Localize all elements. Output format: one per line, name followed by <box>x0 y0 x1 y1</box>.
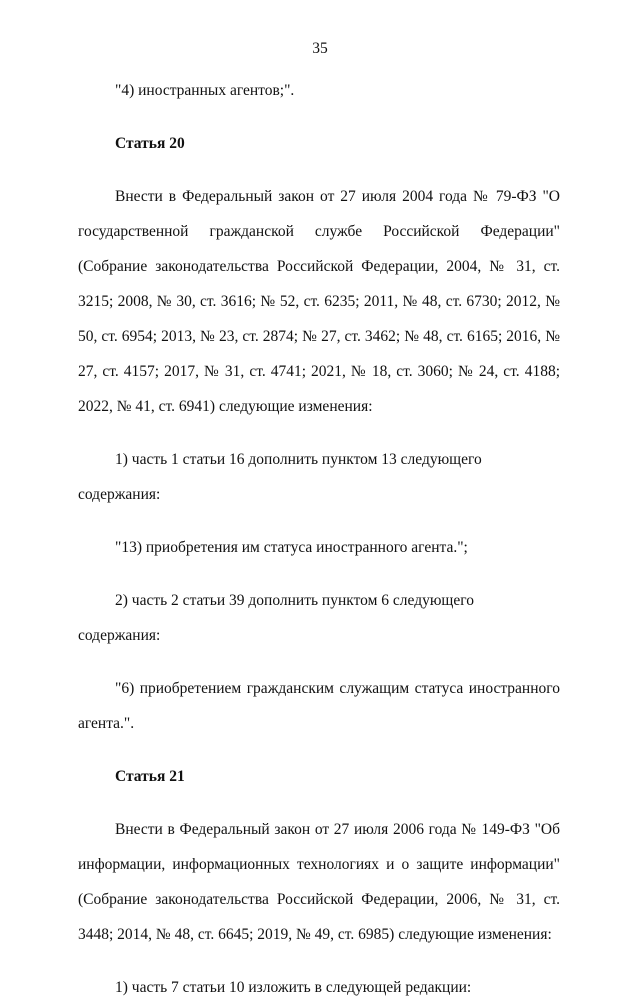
article-20-item-1: 1) часть 1 статьи 16 дополнить пунктом 13 следующего содержания: <box>78 451 482 503</box>
article-20-quote-13: "13) приобретения им статуса иностранного агента."; <box>115 539 468 556</box>
article-21-intro: Внести в Федеральный закон от 27 июля 2006 года № 149-ФЗ "Об информации, информационных технологиях и о защите информации" (Собрание законодательства Российской Федерации, 2006, № 31, ст. 3448; 2014, № 48, ст. 6645; 2019, № 49, ст. 6985) следующие изменения: <box>78 821 560 943</box>
article-20-quote-6: "6) приобретением гражданским служащим статуса иностранного агента.". <box>78 680 560 732</box>
article-20-heading: Статья 20 <box>115 135 185 152</box>
document-body <box>78 73 560 1005</box>
article-21-heading: Статья 21 <box>115 768 185 785</box>
page-number: 35 <box>312 40 328 57</box>
article-20-item-2: 2) часть 2 статьи 39 дополнить пунктом 6 следующего содержания: <box>78 592 474 644</box>
article-21-item-1: 1) часть 7 статьи 10 изложить в следующей редакции: <box>115 979 472 996</box>
article-20-intro: Внести в Федеральный закон от 27 июля 2004 года № 79-ФЗ "О государственной гражданской службе Российской Федерации" (Собрание законодательства Российской Федерации, 2004, № 31, ст. 3215; 2008, № 30, ст. 3616; № 52, ст. 6235; 2011, № 48, ст. 6730; 2012, № 50, ст. 6954; 2013, № 23, ст. 2874; № 27, ст. 3462; № 48, ст. 6165; 2016, № 27, ст. 4157; 2017, № 31, ст. 4741; 2021, № 18, ст. 3060; № 24, ст. 4188; 2022, № 41, ст. 6941) следующие изменения: <box>78 188 560 415</box>
paragraph-foreign-agents-item: "4) иностранных агентов;". <box>115 82 295 99</box>
